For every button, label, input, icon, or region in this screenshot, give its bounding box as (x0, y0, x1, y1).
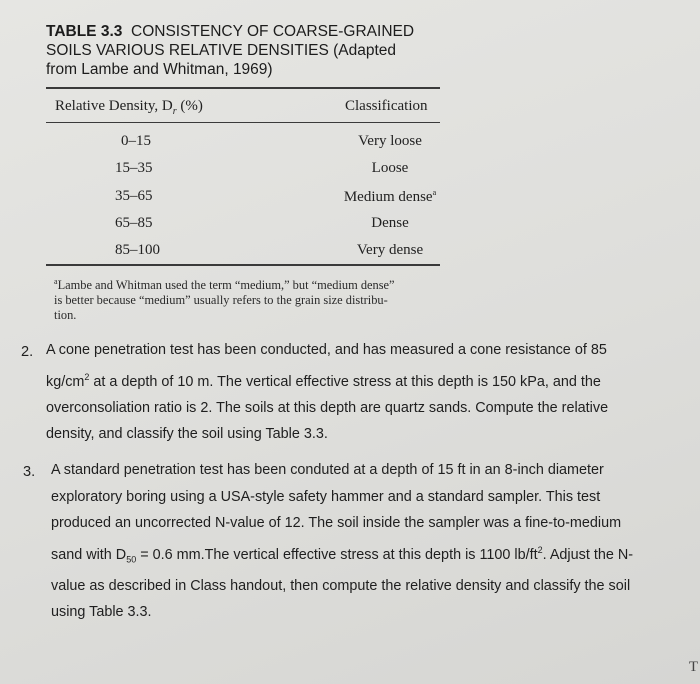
problem-2-line-3: overconsoliation ratio is 2. The soils at this depth are quartz sands. Compute the relative (46, 399, 609, 416)
problem-2-number: 2. (21, 344, 34, 360)
problem-3-line-3: produced an uncorrected N-value of 12. The soil inside the sampler was a fine-to-medium (51, 515, 622, 531)
problem-2-line-4: density, and classify the soil using Table 3.3. (46, 426, 328, 443)
table-top-rule (46, 87, 440, 89)
problem-2-text (46, 337, 696, 448)
table-header-rule (46, 122, 440, 123)
edge-glyph: T (688, 659, 698, 675)
table-title-line-2: SOILS VARIOUS RELATIVE DENSITIES (Adapted (46, 42, 397, 59)
problem-3-number: 3. (23, 464, 36, 480)
problem-3-line-1: A standard penetration test has been conduted at a depth of 15 ft in an 8-inch diameter (51, 462, 604, 478)
problem-3-line-5: value as described in Class handout, then compute the relative density and classify the soil (51, 577, 631, 594)
problem-3-line-6: using Table 3.3. (51, 604, 152, 621)
row-5-range: 85–100 (115, 242, 160, 258)
row-4-range: 65–85 (115, 215, 153, 231)
footnote-marker: a (54, 277, 58, 286)
row-1-range: 0–15 (121, 133, 151, 149)
problem-3-line-4: sand with $D_{50} = 0.6$ mm.The vertical effective stress at this depth is 1100 $lb/ft^2$. Adjust the N- (51, 544, 634, 565)
problem-3-text (51, 457, 696, 626)
table-title-line-3: from Lambe and Whitman, 1969) (46, 61, 273, 78)
problem-3-line-2: exploratory boring using a USA-style safety hammer and a standard sampler. This test (51, 488, 601, 505)
column-header-relative-density: Relative Density, $D_r$ (%) (55, 98, 203, 117)
footnote-line-2: is better because “medium” usually refers to the grain size distribu- (54, 293, 388, 308)
row-4-class: Dense (371, 215, 409, 231)
table-footnote (54, 274, 454, 323)
table-label: TABLE 3.3 (46, 23, 123, 40)
row-3-range: 35–65 (115, 188, 153, 204)
row-2-class: Loose (371, 160, 409, 176)
table-title-line-1 (46, 22, 466, 41)
row-2-range: 15–35 (115, 160, 153, 176)
row-3-class: Medium dense$^a$ (343, 188, 437, 205)
problem-2-line-2: $kg/cm^2$ at a depth of 10 m. The vertical effective stress at this depth is 150 kPa, and the (46, 371, 601, 390)
medium-dense-footnote-marker: a (432, 188, 437, 197)
table-title-text-1: CONSISTENCY OF COARSE-GRAINED (131, 23, 415, 40)
footnote-line-3: tion. (54, 308, 77, 323)
table-bottom-rule (46, 264, 440, 266)
footnote-line-1: $^a$Lambe and Whitman used the term “medium,” but “medium dense” (54, 277, 395, 293)
column-header-classification: Classification (345, 98, 428, 114)
problem-2-line-1: A cone penetration test has been conducted, and has measured a cone resistance of 85 (46, 342, 607, 358)
table-title (46, 22, 466, 79)
row-1-class: Very loose (358, 133, 422, 149)
row-5-class: Very dense (356, 242, 424, 258)
